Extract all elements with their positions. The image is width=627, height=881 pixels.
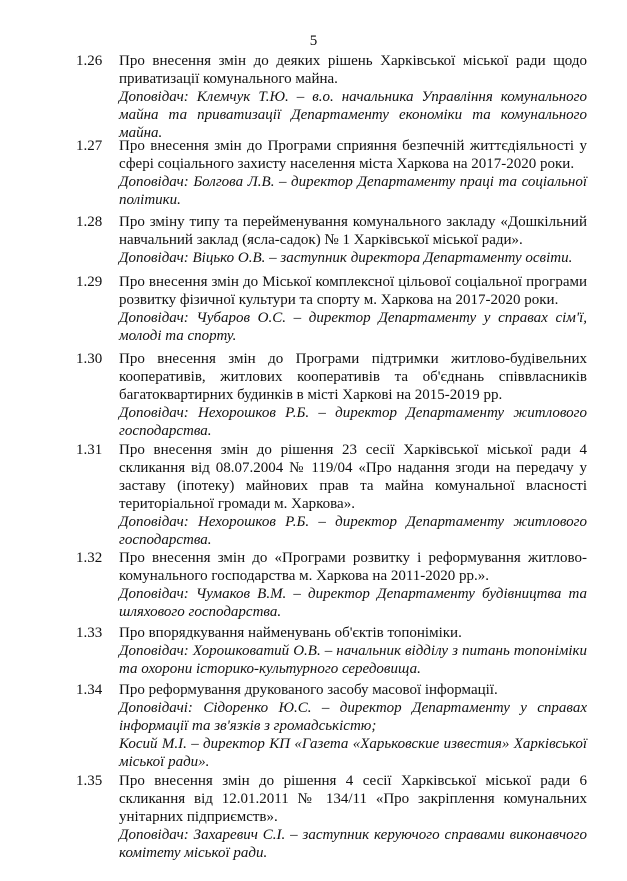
speaker-label: Доповідач: [119,643,189,659]
item-title: Про внесення змін до рішення 23 сесії Харківської міської ради 4 скликання від 08.07.2004 № 119/04 «Про надання згоди на передачу у заставу (іпотеку) майнових прав та майна комунальної власності територіальної громади м. Харкова». [119,442,587,512]
speaker-line [119,735,587,771]
speaker-text: Клемчук Т.Ю. – в.о. начальника Управління комунального майна та приватизації Департаменту економіки та комунального майна. [119,89,587,141]
speaker-label: Доповідачі: [119,700,193,716]
speaker-line [119,826,587,862]
item-body [119,441,587,549]
speaker-label: Доповідач: [119,310,189,326]
item-title: Про внесення змін до Програми сприяння безпечній життєдіяльності у сфері соціального захисту населення міста Харкова на 2017-2020 роки. [119,138,587,172]
item-title: Про внесення змін до «Програми розвитку і реформування житлово-комунального господарства м. Харкова на 2011-2020 рр.». [119,550,587,584]
item-title: Про впорядкування найменувань об'єктів топоніміки. [119,625,462,641]
item-number: 1.33 [76,625,103,641]
speaker-label: Доповідач: [119,514,189,530]
item-title: Про внесення змін до деяких рішень Харківської міської ради щодо приватизації комунального майна. [119,53,587,87]
speaker-label: Доповідач: [119,405,189,421]
speaker-label: Доповідач: [119,174,189,190]
speaker-label: Доповідач: [119,250,189,266]
speaker-label: Доповідач: [119,827,189,843]
item-body [119,52,587,142]
item-title: Про внесення змін до Міської комплексної цільової соціальної програми розвитку фізичної культури та спорту м. Харкова на 2017-2020 роки. [119,274,587,308]
item-body [119,273,587,345]
speaker-text: Чумаков В.М. – директор Департаменту будівництва та шляхового господарства. [119,586,588,620]
speaker-line [119,642,587,678]
speaker-line [119,249,587,267]
item-number: 1.34 [76,682,103,698]
item-number: 1.32 [76,550,103,566]
speaker-text: Захаревич С.І. – заступник керуючого справами виконавчого комітету міської ради. [119,827,587,861]
speaker-text: Віцько О.В. – заступник директора Департаменту освіти. [192,250,573,266]
item-body [119,350,587,440]
item-body [119,213,587,267]
speaker-text: Косий М.І. – директор КП «Газета «Харьковские известия» Харківської міської ради». [119,736,587,770]
item-body [119,681,587,771]
item-body [119,549,587,621]
item-body [119,624,587,678]
item-title: Про реформування друкованого засобу масової інформації. [119,682,498,698]
speaker-text: Нехорошков Р.Б. – директор Департаменту житлового господарства. [119,514,587,548]
item-number: 1.28 [76,214,103,230]
speaker-line [119,309,587,345]
item-number: 1.27 [76,138,103,154]
item-body [119,772,587,862]
item-title: Про внесення змін до рішення 4 сесії Харківської міської ради 6 скликання від 12.01.2011 № 134/11 «Про закріплення комунальних унітарних підприємств». [119,773,587,825]
speaker-label: Доповідач: [119,89,189,105]
speaker-text: Хорошковатий О.В. – начальник відділу з питань топоніміки та охорони історико-культурного середовища. [119,643,588,677]
item-body [119,137,587,209]
item-number: 1.26 [76,53,103,69]
speaker-text: Чубаров О.С. – директор Департаменту у справах сім'ї, молоді та спорту. [119,310,587,344]
item-number: 1.31 [76,442,103,458]
speaker-line [119,88,587,142]
speaker-line [119,513,587,549]
item-title: Про внесення змін до Програми підтримки житлово-будівельних кооперативів, житлових кооперативів та об'єднань співвласників багатоквартирних будинків в місті Харкові на 2015-2019 рр. [119,351,587,403]
speaker-line [119,585,587,621]
speaker-label: Доповідач: [119,586,189,602]
item-number: 1.30 [76,351,103,367]
item-number: 1.29 [76,274,103,290]
speaker-text: Нехорошков Р.Б. – директор Департаменту житлового господарства. [119,405,587,439]
speaker-text: Сідоренко Ю.С. – директор Департаменту у справах інформації та зв'язків з громадськістю; [119,700,587,734]
item-title: Про зміну типу та перейменування комунального закладу «Дошкільний навчальний заклад (ясла-садок) № 1 Харківської міської ради». [119,214,587,248]
item-number: 1.35 [76,773,103,789]
speaker-line [119,699,587,735]
speaker-text: Болгова Л.В. – директор Департаменту праці та соціальної політики. [119,174,587,208]
speaker-line [119,404,587,440]
speaker-line [119,173,587,209]
page-number: 5 [309,33,318,49]
